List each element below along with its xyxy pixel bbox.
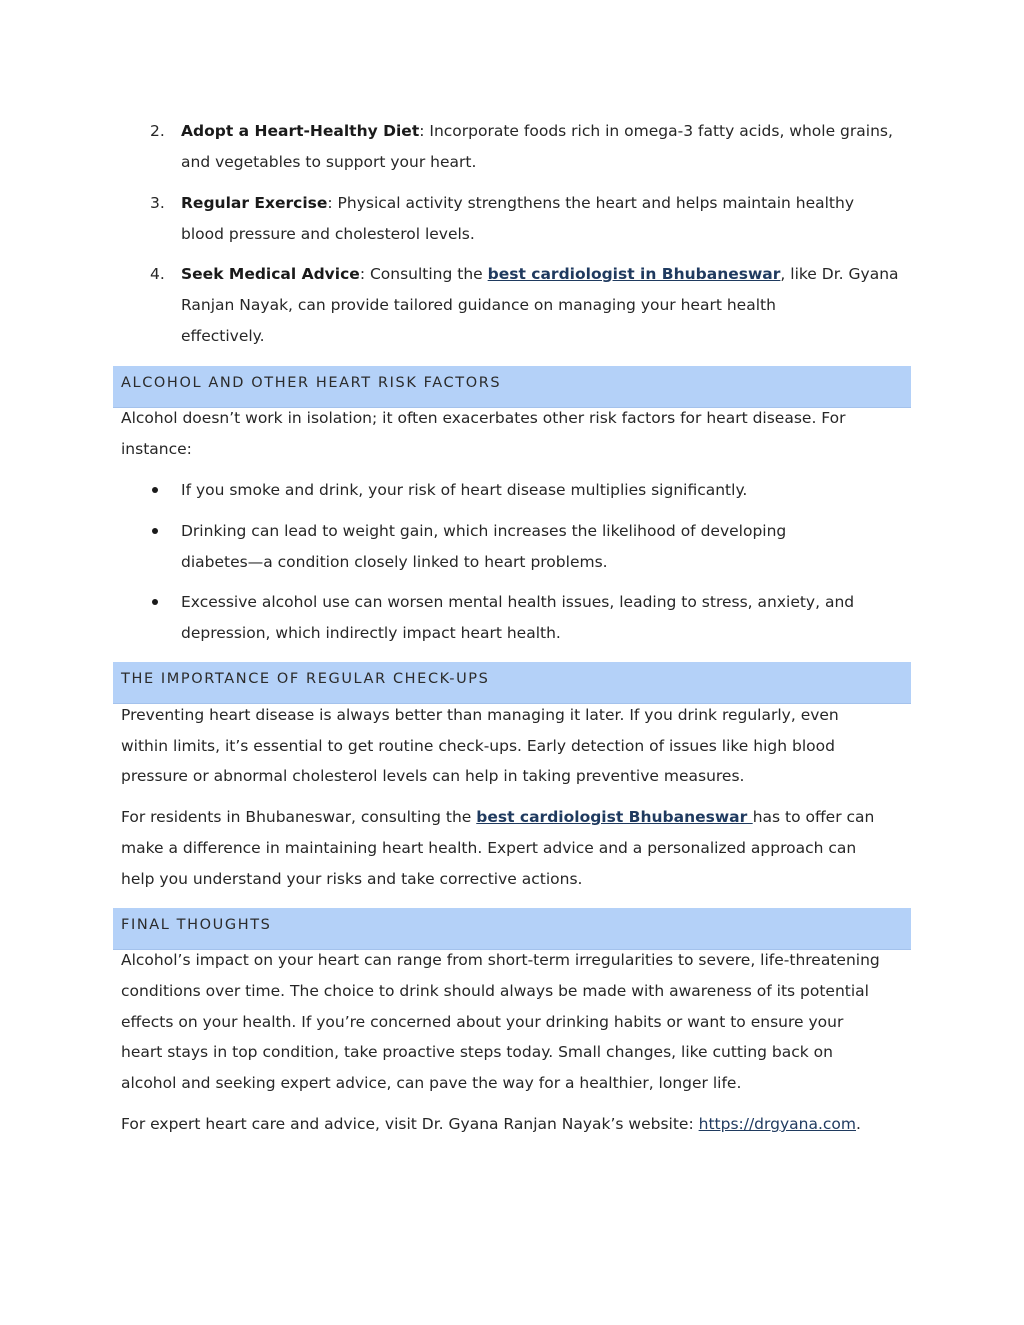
list-text: blood pressure and cholesterol levels.: [181, 225, 475, 243]
list-text: If you smoke and drink, your risk of heart disease multiplies significantly.: [181, 481, 748, 499]
list-number: 4.: [150, 265, 165, 283]
list-text: Seek Medical Advice: Consulting the best cardiologist in Bhubaneswar, like Dr. Gyana: [181, 265, 899, 283]
list-text: diabetes—a condition closely linked to heart problems.: [181, 553, 608, 571]
paragraph-line: instance:: [121, 440, 192, 458]
list-text: Ranjan Nayak, can provide tailored guidance on managing your heart health: [181, 296, 776, 314]
paragraph-line: conditions over time. The choice to drink should always be made with awareness of its potential: [121, 982, 869, 1000]
list-text: Drinking can lead to weight gain, which increases the likelihood of developing: [181, 522, 787, 540]
section-heading: THE IMPORTANCE OF REGULAR CHECK-UPS: [113, 662, 911, 704]
paragraph-line: make a difference in maintaining heart health. Expert advice and a personalized approach can: [121, 839, 857, 857]
list-text: effectively.: [181, 327, 265, 345]
list-text: Regular Exercise: Physical activity strengthens the heart and helps maintain healthy: [181, 194, 855, 212]
paragraph-line: Preventing heart disease is always better than managing it later. If you drink regularly, even: [121, 706, 839, 724]
list-item-title: Regular Exercise: [181, 194, 328, 212]
paragraph-line: within limits, it’s essential to get routine check-ups. Early detection of issues like high blood: [121, 737, 835, 755]
list-text: Adopt a Heart-Healthy Diet: Incorporate foods rich in omega-3 fatty acids, whole grains,: [181, 122, 893, 140]
section-heading: FINAL THOUGHTS: [113, 908, 911, 950]
list-text: depression, which indirectly impact heart health.: [181, 624, 561, 642]
list-item-title: Adopt a Heart-Healthy Diet: [181, 122, 420, 140]
paragraph-line: heart stays in top condition, take proactive steps today. Small changes, like cutting back on: [121, 1043, 833, 1061]
list-text: Excessive alcohol use can worsen mental health issues, leading to stress, anxiety, and: [181, 593, 855, 611]
paragraph-line: effects on your health. If you’re concerned about your drinking habits or want to ensure your: [121, 1013, 844, 1031]
paragraph-line: alcohol and seeking expert advice, can pave the way for a healthier, longer life.: [121, 1074, 742, 1092]
paragraph-line: help you understand your risks and take corrective actions.: [121, 870, 583, 888]
section-heading: ALCOHOL AND OTHER HEART RISK FACTORS: [113, 366, 911, 408]
cardiologist-bhubaneswar-link[interactable]: best cardiologist Bhubaneswar: [476, 808, 753, 826]
list-number: 2.: [150, 122, 165, 140]
cardiologist-link[interactable]: best cardiologist in Bhubaneswar: [487, 265, 781, 283]
bullet-icon: [152, 599, 158, 605]
paragraph-line: For residents in Bhubaneswar, consulting the best cardiologist Bhubaneswar has to offer can: [121, 808, 875, 826]
website-link[interactable]: https://drgyana.com: [698, 1115, 856, 1133]
paragraph-line: Alcohol’s impact on your heart can range from short-term irregularities to severe, life-threatening: [121, 951, 880, 969]
bullet-icon: [152, 528, 158, 534]
paragraph-line: For expert heart care and advice, visit Dr. Gyana Ranjan Nayak’s website: https://drgyana.com.: [121, 1115, 861, 1133]
paragraph-line: Alcohol doesn’t work in isolation; it often exacerbates other risk factors for heart disease. For: [121, 409, 846, 427]
paragraph-line: pressure or abnormal cholesterol levels can help in taking preventive measures.: [121, 767, 745, 785]
list-number: 3.: [150, 194, 165, 212]
bullet-icon: [152, 487, 158, 493]
list-text: and vegetables to support your heart.: [181, 153, 477, 171]
list-item-title: Seek Medical Advice: [181, 265, 360, 283]
